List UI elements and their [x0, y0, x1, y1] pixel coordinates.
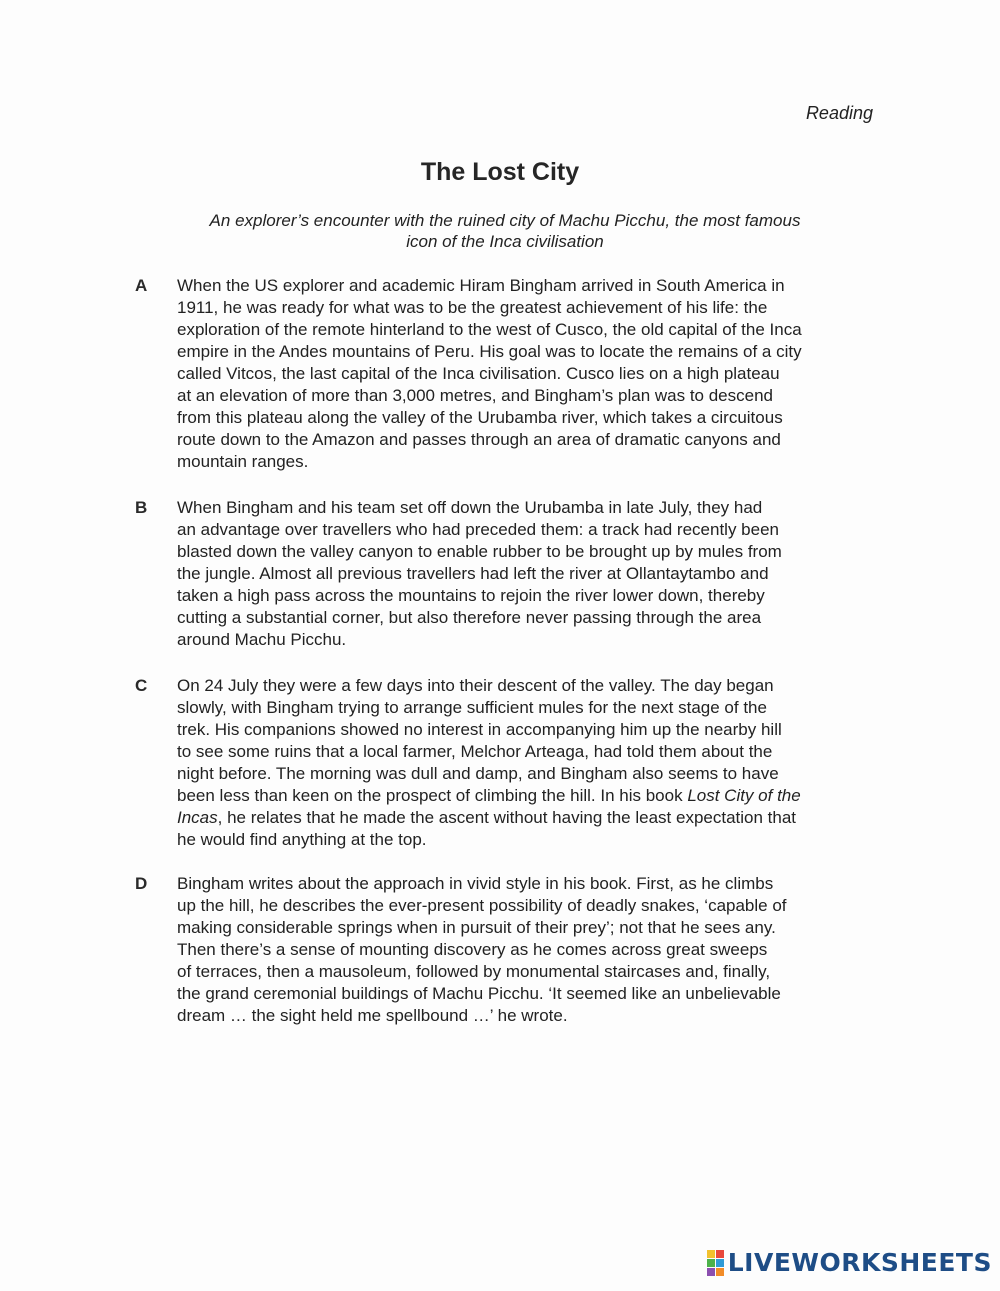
text-run: been less than keen on the prospect of climbing the hill. In his book: [177, 786, 688, 805]
text-line: at an elevation of more than 3,000 metres, and Bingham’s plan was to descend: [177, 386, 774, 405]
text-line: up the hill, he describes the ever-present possibility of deadly snakes, ‘capable of: [177, 896, 787, 915]
logo-wordmark: LIVEWORKSHEETS: [727, 1248, 992, 1277]
text-line: When the US explorer and academic Hiram Bingham arrived in South America in: [177, 276, 785, 295]
text-line: of terraces, then a mausoleum, followed by monumental staircases and, finally,: [177, 962, 771, 981]
logo-square: [707, 1250, 715, 1258]
text-line: the grand ceremonial buildings of Machu Picchu. ‘It seemed like an unbelievable: [177, 984, 781, 1003]
text-run: , he relates that he made the ascent without having the least expectation that: [217, 808, 797, 827]
logo-square: [716, 1268, 724, 1276]
text-line: exploration of the remote hinterland to the west of Cusco, the old capital of the Inca: [177, 320, 802, 339]
text-line: On 24 July they were a few days into their descent of the valley. The day began: [177, 676, 774, 695]
text-line: [177, 807, 877, 829]
text-line: making considerable springs when in pursuit of their prey’; not that he sees any.: [177, 918, 776, 937]
text-line: Then there’s a sense of mounting discovery as he comes across great sweeps: [177, 940, 768, 959]
paragraph-letter: C: [135, 676, 148, 695]
text-line: When Bingham and his team set off down the Urubamba in late July, they had: [177, 498, 763, 517]
article-subtitle: [170, 210, 840, 252]
text-line: the jungle. Almost all previous travellers had left the river at Ollantaytambo and: [177, 564, 769, 583]
text-line: cutting a substantial corner, but also therefore never passing through the area: [177, 608, 762, 627]
paragraph-text: [177, 675, 877, 851]
paragraph-text: [177, 275, 877, 473]
text-line: he would find anything at the top.: [177, 830, 427, 849]
text-line: empire in the Andes mountains of Peru. His goal was to locate the remains of a city: [177, 342, 802, 361]
section-label: Reading: [805, 103, 873, 123]
text-line: dream … the sight held me spellbound …’ he wrote.: [177, 1006, 568, 1025]
page-title: The Lost City: [420, 158, 580, 186]
logo-icon: [707, 1250, 724, 1276]
logo-square: [707, 1259, 715, 1267]
text-line: 1911, he was ready for what was to be the greatest achievement of his life: the: [177, 298, 768, 317]
logo-square: [716, 1259, 724, 1267]
text-line: trek. His companions showed no interest in accompanying him up the nearby hill: [177, 720, 782, 739]
liveworksheets-logo[interactable]: [707, 1248, 992, 1277]
text-line: route down to the Amazon and passes through an area of dramatic canyons and: [177, 430, 781, 449]
text-line: taken a high pass across the mountains to rejoin the river lower down, thereby: [177, 586, 765, 605]
text-line: Bingham writes about the approach in vivid style in his book. First, as he climbs: [177, 874, 774, 893]
text-line: called Vitcos, the last capital of the Inca civilisation. Cusco lies on a high plateau: [177, 364, 780, 383]
text-line: slowly, with Bingham trying to arrange sufficient mules for the next stage of the: [177, 698, 767, 717]
text-line: night before. The morning was dull and damp, and Bingham also seems to have: [177, 764, 779, 783]
paragraph-letter: D: [135, 874, 148, 893]
logo-square: [707, 1268, 715, 1276]
text-line: around Machu Picchu.: [177, 630, 347, 649]
text-line: from this plateau along the valley of the Urubamba river, which takes a circuitous: [177, 408, 783, 427]
text-line: mountain ranges.: [177, 452, 309, 471]
text-line: to see some ruins that a local farmer, Melchor Arteaga, had told them about the: [177, 742, 773, 761]
book-title: Lost City of the: [687, 786, 801, 805]
text-line: [177, 785, 877, 807]
logo-square: [716, 1250, 724, 1258]
text-line: an advantage over travellers who had preceded them: a track had recently been: [177, 520, 779, 539]
paragraph-letter: A: [135, 276, 148, 295]
text-line: blasted down the valley canyon to enable rubber to be brought up by mules from: [177, 542, 782, 561]
paragraph-letter: B: [135, 498, 148, 517]
subtitle-line: icon of the Inca civilisation: [406, 232, 604, 251]
paragraph-text: [177, 873, 877, 1027]
subtitle-line: An explorer’s encounter with the ruined city of Machu Picchu, the most famous: [209, 211, 801, 230]
book-title: Incas: [177, 808, 218, 827]
paragraph-text: [177, 497, 877, 651]
